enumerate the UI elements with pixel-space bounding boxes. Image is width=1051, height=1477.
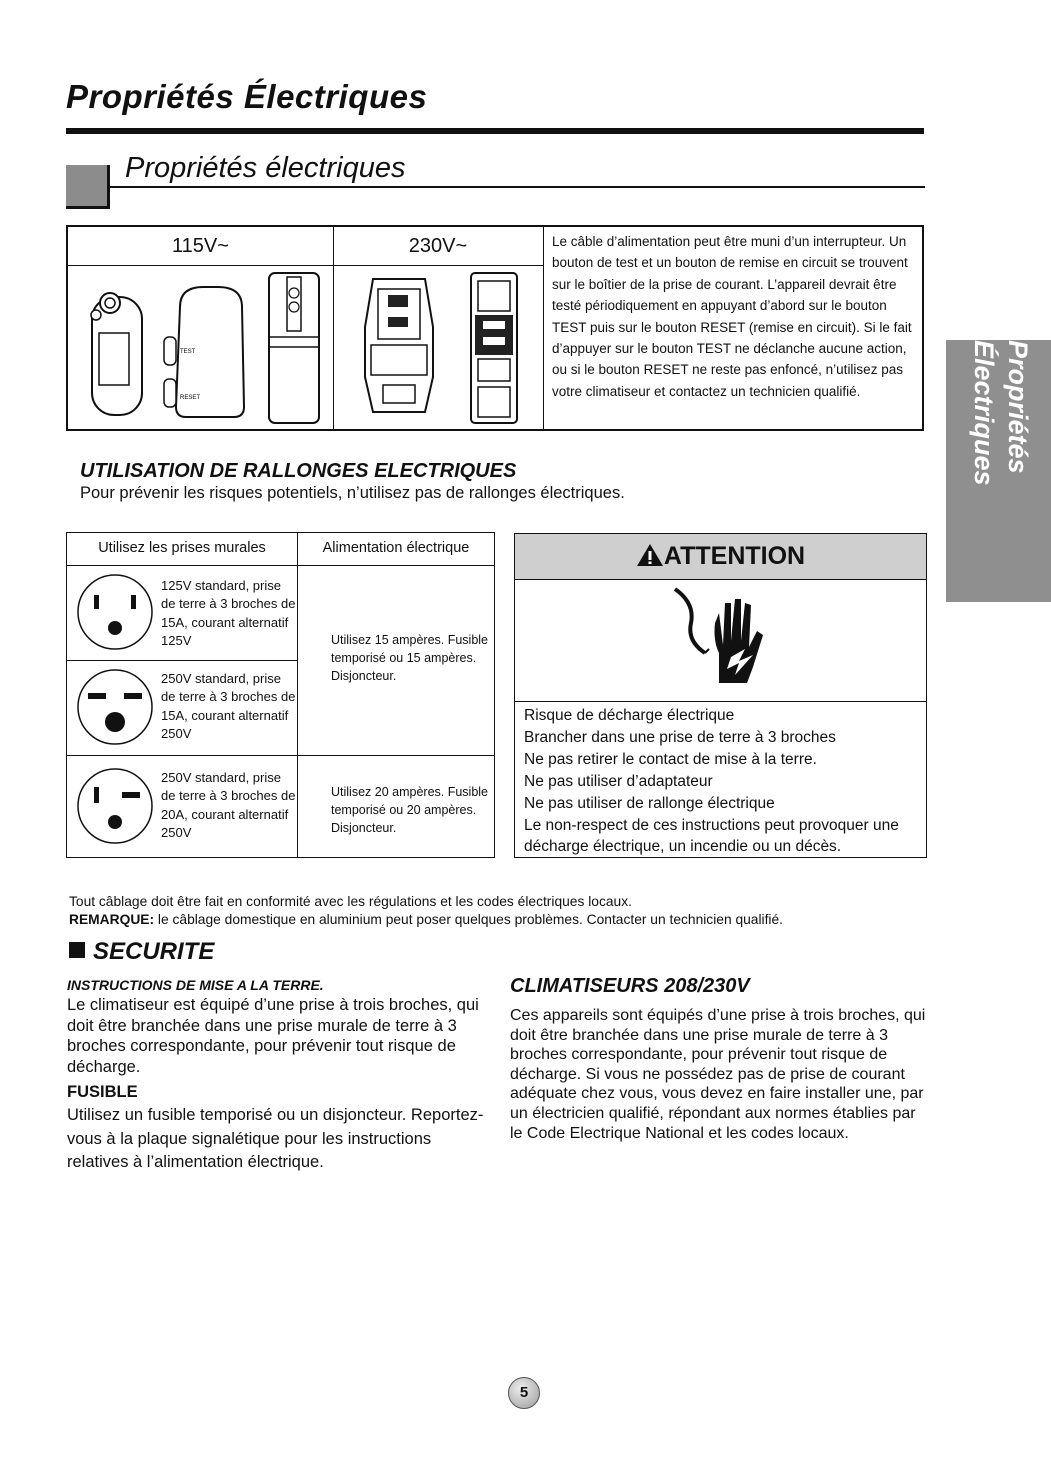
section-rule: [110, 186, 925, 188]
attention-title: ATTENTION: [663, 542, 806, 570]
plug-230v-illustration: [333, 267, 542, 431]
instructions-title: INSTRUCTIONS DE MISE A LA TERRE.: [67, 977, 324, 993]
square-bullet-icon: [69, 942, 85, 958]
page-title: Propriétés Électriques: [66, 78, 428, 115]
section-title: Propriétés électriques: [125, 152, 406, 184]
power-20a: Utilisez 20 ampères. Fusible temporisé ou 20 ampères. Disjoncteur.: [331, 785, 489, 835]
outlet-header-left: Utilisez les prises murales: [67, 533, 297, 566]
fusible-text: Utilisez un fusible temporisé ou un disjoncteur. Reportez-vous à la plaque signalétique pour les instructions relatives à l’alimentation électrique.: [67, 1106, 484, 1172]
attention-line: Le non-respect de ces instructions peut provoquer une décharge électrique, un incendie ou un décès.: [524, 816, 899, 856]
title-rule: [66, 128, 924, 134]
attention-header: [515, 534, 926, 580]
electric-shock-hand-icon: [665, 583, 775, 695]
attention-box: [514, 533, 927, 858]
col-230v-header: 230V~: [333, 227, 543, 266]
attention-line: Ne pas utiliser de rallonge électrique: [524, 794, 775, 812]
securite-title: SECURITE: [93, 938, 215, 965]
reset-label: RESET: [180, 395, 201, 401]
outlet-divider: [297, 533, 298, 857]
outlet-table: [66, 532, 495, 858]
voltage-description: Le câble d’alimentation peut être muni d’un interrupteur. Un bouton de test et un bouton de remise en circuit se trouvent sur le boîtier de la prise de courant. L’appareil devrait être testé périodiquement en appuyant d’abord sur le bouton TEST puis sur le bouton RESET (remise en circuit). Si le fait d’appuyer sur le bouton TEST ne déclanche aucune action, ou si le bouton RESET ne reste pas enfoncé, n’utilisez pas votre climatiseur et contactez un technicien qualifié.: [552, 234, 912, 399]
voltage-table: [66, 225, 924, 431]
warning-triangle-icon: [636, 543, 664, 567]
outlet-header-right: Alimentation électrique: [298, 533, 494, 566]
attention-line: Risque de décharge électrique: [524, 707, 735, 724]
side-tab: [946, 340, 1051, 602]
test-label: TEST: [180, 349, 196, 355]
power-15a: Utilisez 15 ampères. Fusible temporisé ou 15 ampères. Disjoncteur.: [331, 633, 489, 683]
outlet-desc-1: 125V standard, prise de terre à 3 broches de 15A, courant alternatif 125V: [161, 578, 296, 649]
row-divider: [67, 660, 297, 661]
outlet-250v-15a-icon: [76, 668, 154, 746]
page-number: 5: [508, 1377, 540, 1409]
climatiseurs-text: Ces appareils sont équipés d’une prise à trois broches, qui doit être branchée dans une prise murale de terre à 3 broches correspondante, pour prévenir tout risque de décharge. Si vous ne possédez pas de prise de courant adéquate chez vous, vous devez en faire installer une, par un électricien qualifié, répondant aux normes établies par le Code Electrique National et les codes locaux.: [510, 1007, 926, 1142]
outlet-desc-3: 250V standard, prise de terre à 3 broches de 20A, courant alternatif 250V: [161, 770, 296, 841]
col-115v-header: 115V~: [68, 227, 333, 266]
remarque-note: [69, 912, 783, 927]
fusible-title: FUSIBLE: [67, 1083, 138, 1101]
attention-line: Brancher dans une prise de terre à 3 broches: [524, 728, 836, 746]
remarque-label: REMARQUE:: [69, 912, 155, 927]
col-115v: [68, 227, 334, 429]
row-divider: [67, 755, 494, 756]
section-marker: [66, 165, 110, 209]
securite-heading: [69, 938, 214, 966]
outlet-250v-20a-icon: [76, 767, 154, 845]
attention-line: Ne pas retirer le contact de mise à la terre.: [524, 750, 817, 768]
attention-line: Ne pas utiliser d’adaptateur: [524, 772, 713, 790]
extension-title: UTILISATION DE RALLONGES ELECTRIQUES: [80, 460, 517, 482]
side-tab-label: Propriétés Électriques: [969, 340, 1033, 486]
plug-115v-illustration: [68, 267, 332, 431]
remarque-text: le câblage domestique en aluminium peut poser quelques problèmes. Contacter un technicien qualifié.: [154, 912, 784, 927]
attention-list: [524, 705, 924, 858]
shock-illustration-area: [515, 579, 926, 702]
extension-text: Pour prévenir les risques potentiels, n’utilisez pas de rallonges électriques.: [80, 484, 625, 502]
climatiseurs-title: CLIMATISEURS 208/230V: [510, 975, 750, 997]
wiring-note: Tout câblage doit être fait en conformité avec les régulations et les codes électriques locaux.: [69, 894, 632, 909]
outlet-desc-2: 250V standard, prise de terre à 3 broches de 15A, courant alternatif 250V: [161, 671, 296, 742]
outlet-125v-icon: [76, 573, 154, 651]
instructions-text: Le climatiseur est équipé d’une prise à trois broches, qui doit être branchée dans une prise murale de terre à 3 broches correspondante, pour prévenir tout risque de décharge.: [67, 996, 479, 1076]
col-230v: [333, 227, 544, 429]
